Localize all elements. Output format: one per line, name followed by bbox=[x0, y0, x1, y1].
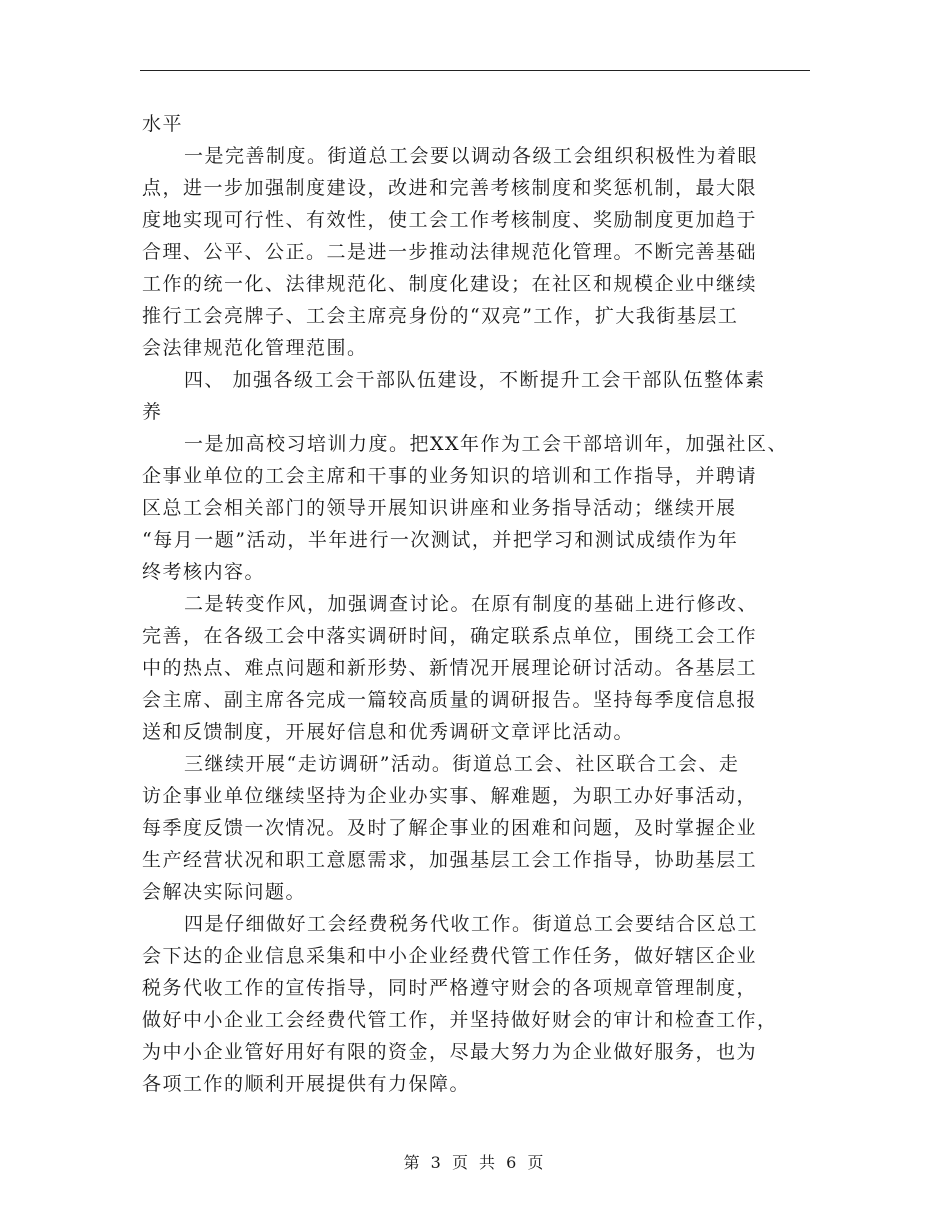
text-line: 生产经营状况和职工意愿需求，加强基层工会工作指导，协助基层工 bbox=[142, 849, 758, 871]
text-line: 送和反馈制度，开展好信息和优秀调研文章评比活动。 bbox=[142, 721, 635, 743]
text-line: 四是仔细做好工会经费税务代收工作。街道总工会要结合区总工 bbox=[184, 913, 759, 935]
text-line: 水平 bbox=[142, 113, 184, 135]
text-line: 一是完善制度。街道总工会要以调动各级工会组织积极性为着眼 bbox=[184, 145, 759, 167]
text-line: 养 bbox=[142, 401, 163, 423]
body-text bbox=[142, 108, 832, 1100]
text-line: 会下达的企业信息采集和中小企业经费代管工作任务，做好辖区企业 bbox=[142, 945, 758, 967]
text-line: 各项工作的顺利开展提供有力保障。 bbox=[142, 1073, 471, 1095]
text-line: 区总工会相关部门的领导开展知识讲座和业务指导活动；继续开展 bbox=[142, 497, 737, 519]
page-number-footer: 第 3 页 共 6 页 bbox=[403, 1153, 547, 1172]
text-line: 三继续开展“走访调研”活动。街道总工会、社区联合工会、走 bbox=[184, 753, 740, 775]
header-rule bbox=[140, 70, 810, 71]
text-line: 访企事业单位继续坚持为企业办实事、解难题，为职工办好事活动， bbox=[142, 785, 758, 807]
text-line: 为中小企业管好用好有限的资金，尽最大努力为企业做好服务，也为 bbox=[142, 1041, 758, 1063]
text-line: 会主席、副主席各完成一篇较高质量的调研报告。坚持每季度信息报 bbox=[142, 689, 758, 711]
text-line: 中的热点、难点问题和新形势、新情况开展理论研讨活动。各基层工 bbox=[142, 657, 758, 679]
text-line: 做好中小企业工会经费代管工作，并坚持做好财会的审计和检查工作， bbox=[142, 1009, 778, 1031]
text-line: 企事业单位的工会主席和干事的业务知识的培训和工作指导，并聘请 bbox=[142, 465, 758, 487]
text-line: 终考核内容。 bbox=[142, 561, 266, 583]
text-line: 合理、公平、公正。二是进一步推动法律规范化管理。不断完善基础 bbox=[142, 241, 758, 263]
text-line: 税务代收工作的宣传指导，同时严格遵守财会的各项规章管理制度， bbox=[142, 977, 758, 999]
text-line: 推行工会亮牌子、工会主席亮身份的“双亮”工作，扩大我街基层工 bbox=[142, 305, 739, 327]
text-line: 每季度反馈一次情况。及时了解企事业的困难和问题，及时掌握企业 bbox=[142, 817, 758, 839]
text-line: 完善，在各级工会中落实调研时间，确定联系点单位，围绕工会工作 bbox=[142, 625, 758, 647]
text-line: 工作的统一化、法律规范化、制度化建设；在社区和规模企业中继续 bbox=[142, 273, 758, 295]
text-line: “每月一题”活动，半年进行一次测试，并把学习和测试成绩作为年 bbox=[142, 529, 739, 551]
text-line: 点，进一步加强制度建设，改进和完善考核制度和奖惩机制，最大限 bbox=[142, 177, 758, 199]
text-line: 四、 加强各级工会干部队伍建设，不断提升工会干部队伍整体素 bbox=[184, 369, 766, 391]
text-line: 度地实现可行性、有效性，使工会工作考核制度、奖励制度更加趋于 bbox=[142, 209, 758, 231]
text-line: 会法律规范化管理范围。 bbox=[142, 337, 368, 359]
text-line: 二是转变作风，加强调查讨论。在原有制度的基础上进行修改、 bbox=[184, 593, 759, 615]
text-line: 一是加高校习培训力度。把XX年作为工会干部培训年，加强社区、 bbox=[184, 433, 789, 455]
text-line: 会解决实际问题。 bbox=[142, 881, 307, 903]
